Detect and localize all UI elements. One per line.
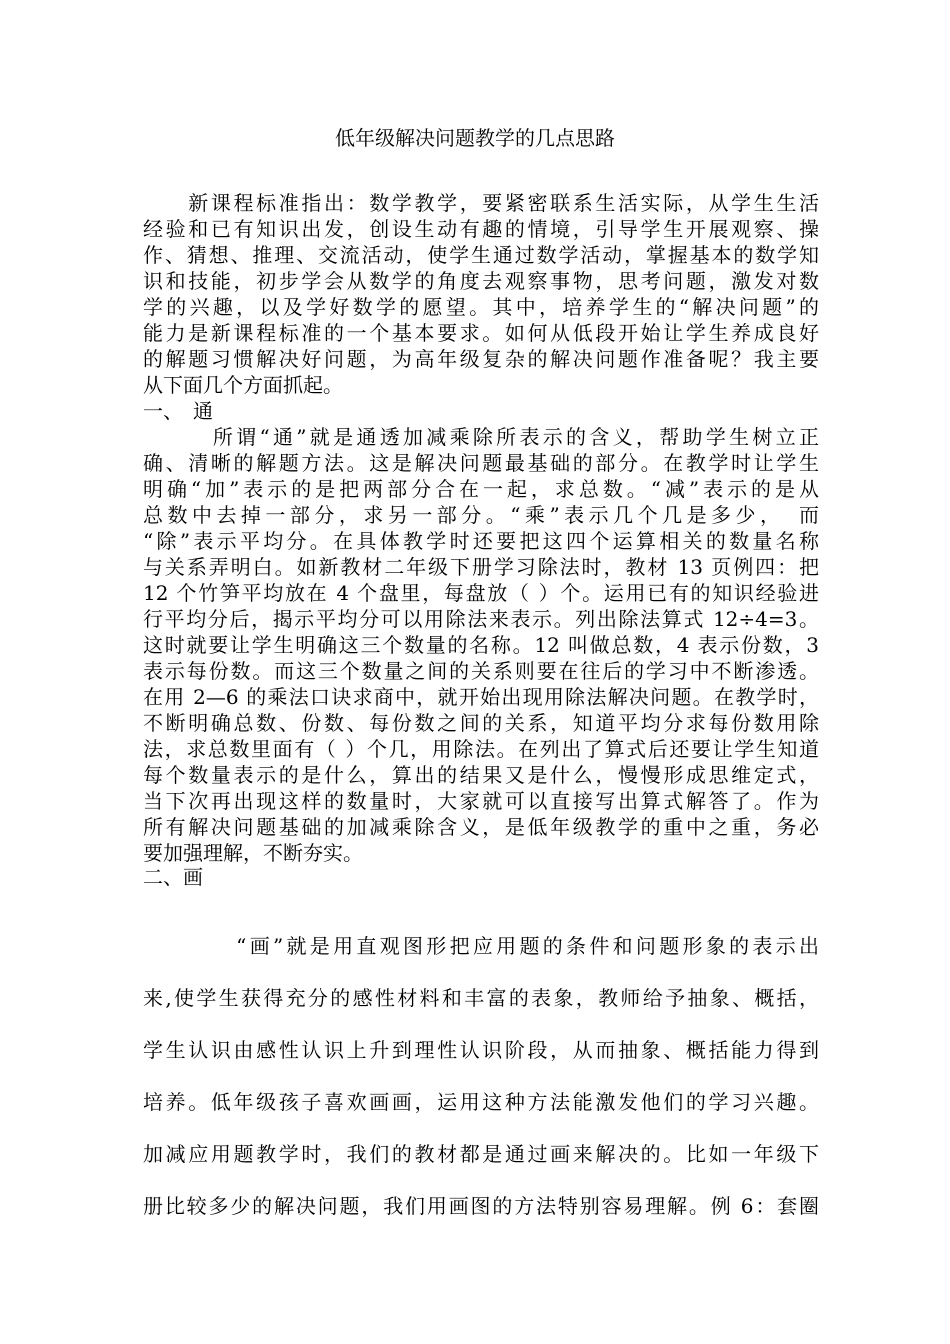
section-1-paragraph	[143, 424, 819, 866]
section-1-line: 行平均分后，揭示平均分可以用除法来表示。列出除法算式 12÷4=3。	[143, 607, 819, 631]
section-1-line: 表示每份数。而这三个数量之间的关系则要在往后的学习中不断渗透。	[143, 659, 819, 683]
section-1-line: 总数中去掉一部分，求另一部分。“乘”表示几个几是多少， 而	[143, 503, 819, 527]
intro-line: 从下面几个方面抓起。	[143, 373, 343, 397]
intro-line: 能力是新课程标准的一个基本要求。如何从低段开始让学生养成良好	[143, 321, 819, 345]
intro-line: 的解题习惯解决好问题，为高年级复杂的解决问题作准备呢？我主要	[143, 347, 819, 371]
section-2-line: 学生认识由感性认识上升到理性认识阶段，从而抽象、概括能力得到	[143, 1038, 819, 1062]
section-heading-2	[143, 864, 819, 890]
section-1-line: 每个数量表示的是什么，算出的结果又是什么，慢慢形成思维定式，	[143, 763, 819, 787]
intro-line: 新课程标准指出：数学教学，要紧密联系生活实际，从学生生活	[143, 191, 819, 215]
intro-line: 识和技能，初步学会从数学的角度去观察事物，思考问题，激发对数	[143, 269, 819, 293]
section-1-line: 不断明确总数、份数、每份数之间的关系，知道平均分求每份数用除	[143, 711, 819, 735]
section-1-line: 所有解决问题基础的加减乘除含义，是低年级教学的重中之重，务必	[143, 815, 819, 839]
section-1-line: 要加强理解，不断夯实。	[143, 841, 363, 865]
section-1-line: 当下次再出现这样的数量时，大家就可以直接写出算式解答了。作为	[143, 789, 819, 813]
intro-line: 作、猜想、推理、交流活动，使学生通过数学活动，掌握基本的数学知	[143, 243, 819, 267]
intro-line: 经验和已有知识出发，创设生动有趣的情境，引导学生开展观察、操	[143, 217, 819, 241]
section-1-line: 所谓“通”就是通透加减乘除所表示的含义，帮助学生树立正	[143, 425, 819, 449]
section-1-line: “除”表示平均分。在具体教学时还要把这四个运算相关的数量名称	[143, 529, 819, 553]
section-1-line: 12 个竹笋平均放在 4 个盘里，每盘放（ ）个。运用已有的知识经验进	[143, 581, 819, 605]
section-1-line: 在用 2—6 的乘法口诀求商中，就开始出现用除法解决问题。在教学时，	[143, 685, 819, 709]
heading-tong: 一、 通	[143, 399, 213, 423]
section-2-line: “画”就是用直观图形把应用题的条件和问题形象的表示出	[143, 934, 819, 958]
document-title: 低年级解决问题教学的几点思路	[335, 126, 615, 150]
heading-hua: 二、画	[143, 865, 203, 889]
section-2-line: 册比较多少的解决问题，我们用画图的方法特别容易理解。例 6：套圈	[143, 1194, 819, 1218]
section-heading-1	[143, 398, 819, 424]
section-1-line: 明确“加”表示的是把两部分合在一起，求总数。“减”表示的是从	[143, 477, 819, 501]
intro-line: 学的兴趣，以及学好数学的愿望。其中，培养学生的“解决问题”的	[143, 295, 819, 319]
section-1-line: 这时就要让学生明确这三个数量的名称。12 叫做总数，4 表示份数，3	[143, 633, 819, 657]
section-2-line: 来,使学生获得充分的感性材料和丰富的表象，教师给予抽象、概括，	[143, 986, 819, 1010]
section-2-line: 培养。低年级孩子喜欢画画，运用这种方法能激发他们的学习兴趣。	[143, 1090, 819, 1114]
section-1-line: 确、清晰的解题方法。这是解决问题最基础的部分。在教学时让学生	[143, 451, 819, 475]
section-2-paragraph	[143, 920, 819, 1232]
section-2-line: 加减应用题教学时，我们的教材都是通过画来解决的。比如一年级下	[143, 1142, 819, 1166]
section-1-line: 与关系弄明白。如新教材二年级下册学习除法时，教材 13 页例四：把	[143, 555, 819, 579]
section-1-line: 法，求总数里面有（ ）个几，用除法。在列出了算式后还要让学生知道	[143, 737, 819, 761]
intro-paragraph	[143, 190, 819, 398]
